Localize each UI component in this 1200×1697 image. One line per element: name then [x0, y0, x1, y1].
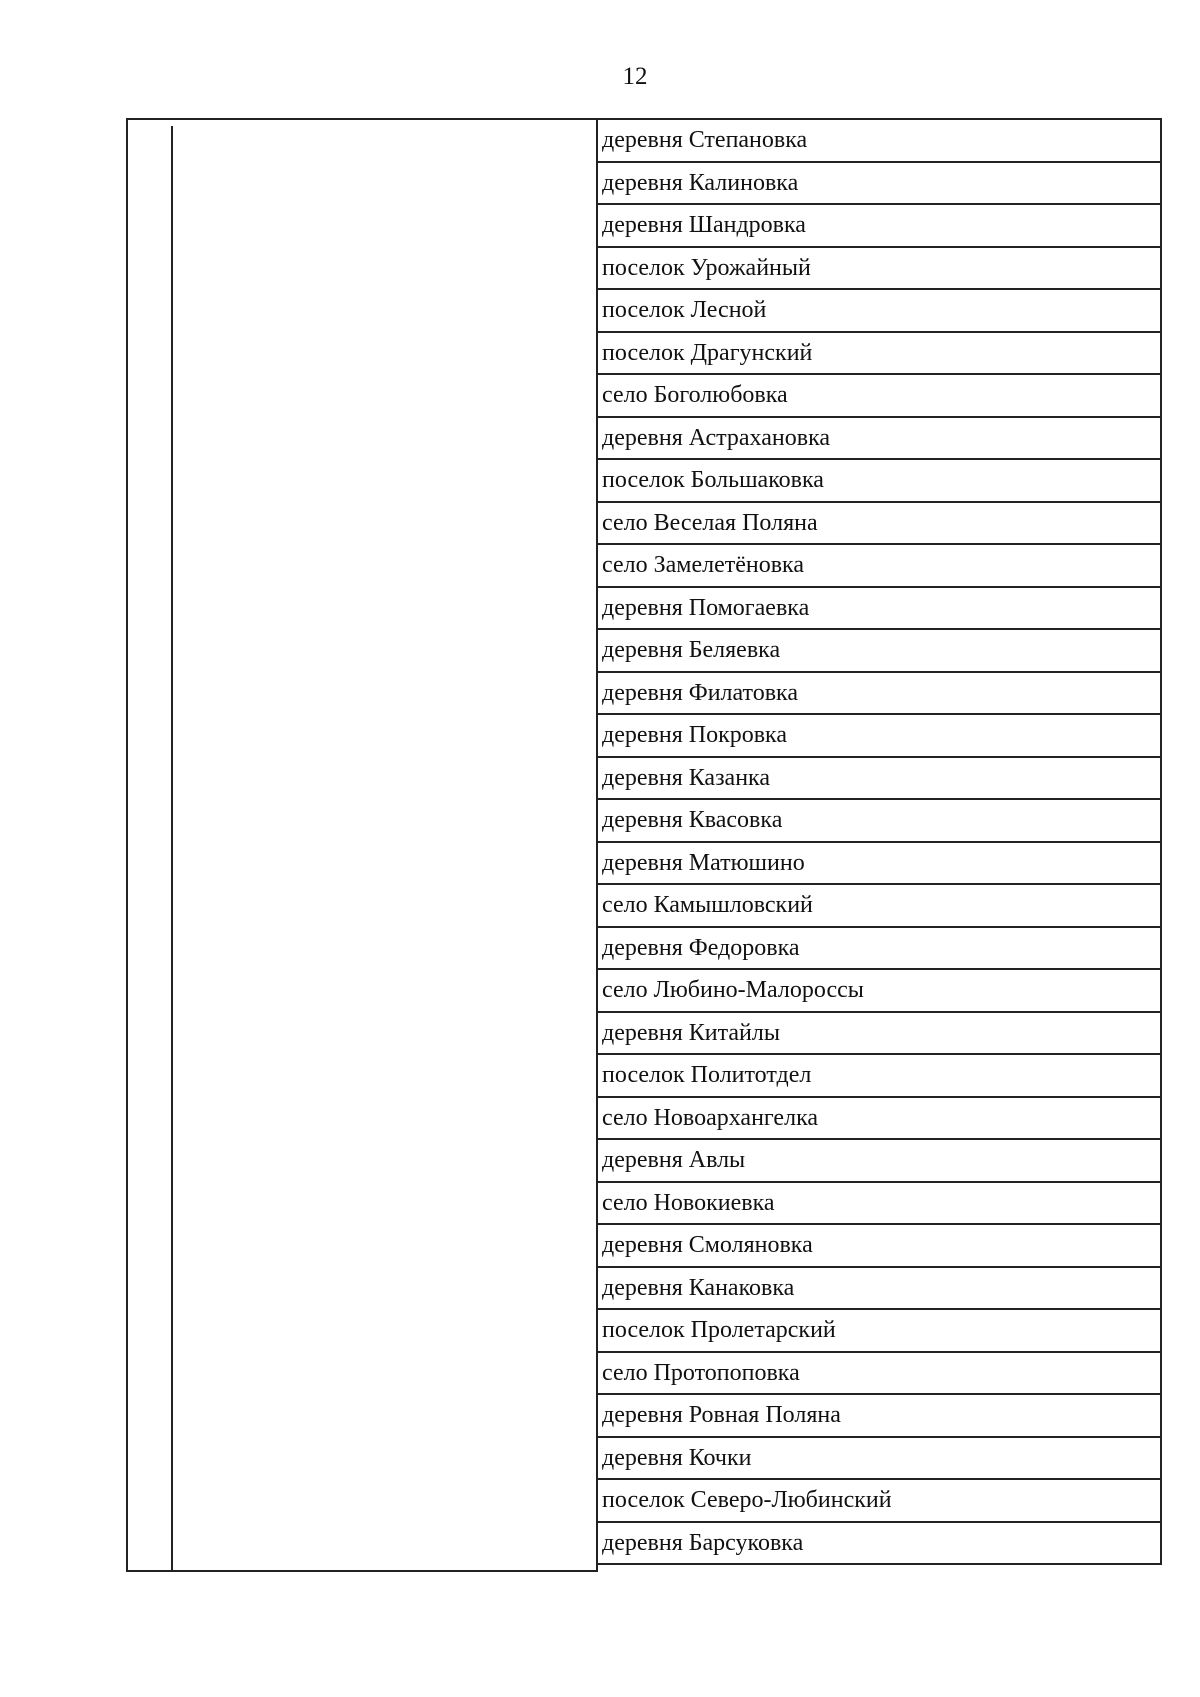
settlement-row: поселок Пролетарский: [596, 1310, 1160, 1353]
settlement-row: село Боголюбовка: [596, 375, 1160, 418]
page-number: 12: [622, 63, 648, 90]
settlement-row: поселок Драгунский: [596, 333, 1160, 376]
settlement-row: деревня Ровная Поляна: [596, 1395, 1160, 1438]
settlement-list: [596, 118, 1162, 1565]
settlement-row: село Веселая Поляна: [596, 503, 1160, 546]
settlement-row: село Протопоповка: [596, 1353, 1160, 1396]
settlement-row: село Новоархангелка: [596, 1098, 1160, 1141]
settlement-row: деревня Степановка: [596, 120, 1160, 163]
settlement-row: деревня Шандровка: [596, 205, 1160, 248]
settlement-row: поселок Большаковка: [596, 460, 1160, 503]
settlement-row: деревня Астрахановка: [596, 418, 1160, 461]
settlement-row: деревня Авлы: [596, 1140, 1160, 1183]
settlement-row: деревня Помогаевка: [596, 588, 1160, 631]
settlement-row: поселок Лесной: [596, 290, 1160, 333]
settlement-row: деревня Казанка: [596, 758, 1160, 801]
settlement-row: деревня Кочки: [596, 1438, 1160, 1481]
settlement-row: поселок Урожайный: [596, 248, 1160, 291]
column-divider-number: [171, 126, 173, 1572]
settlement-row: деревня Покровка: [596, 715, 1160, 758]
settlement-row: деревня Барсуковка: [596, 1523, 1160, 1566]
settlement-row: поселок Политотдел: [596, 1055, 1160, 1098]
settlement-row: деревня Калиновка: [596, 163, 1160, 206]
settlement-row: поселок Северо-Любинский: [596, 1480, 1160, 1523]
settlement-row: деревня Смоляновка: [596, 1225, 1160, 1268]
table-left-columns: [126, 118, 596, 1572]
settlement-row: село Любино-Малороссы: [596, 970, 1160, 1013]
settlement-row: деревня Филатовка: [596, 673, 1160, 716]
settlement-row: деревня Беляевка: [596, 630, 1160, 673]
settlement-row: деревня Федоровка: [596, 928, 1160, 971]
settlement-row: деревня Квасовка: [596, 800, 1160, 843]
settlement-row: деревня Китайлы: [596, 1013, 1160, 1056]
settlement-row: село Замелетёновка: [596, 545, 1160, 588]
settlement-row: село Камышловский: [596, 885, 1160, 928]
settlement-row: деревня Канаковка: [596, 1268, 1160, 1311]
settlement-row: деревня Матюшино: [596, 843, 1160, 886]
settlement-row: село Новокиевка: [596, 1183, 1160, 1226]
